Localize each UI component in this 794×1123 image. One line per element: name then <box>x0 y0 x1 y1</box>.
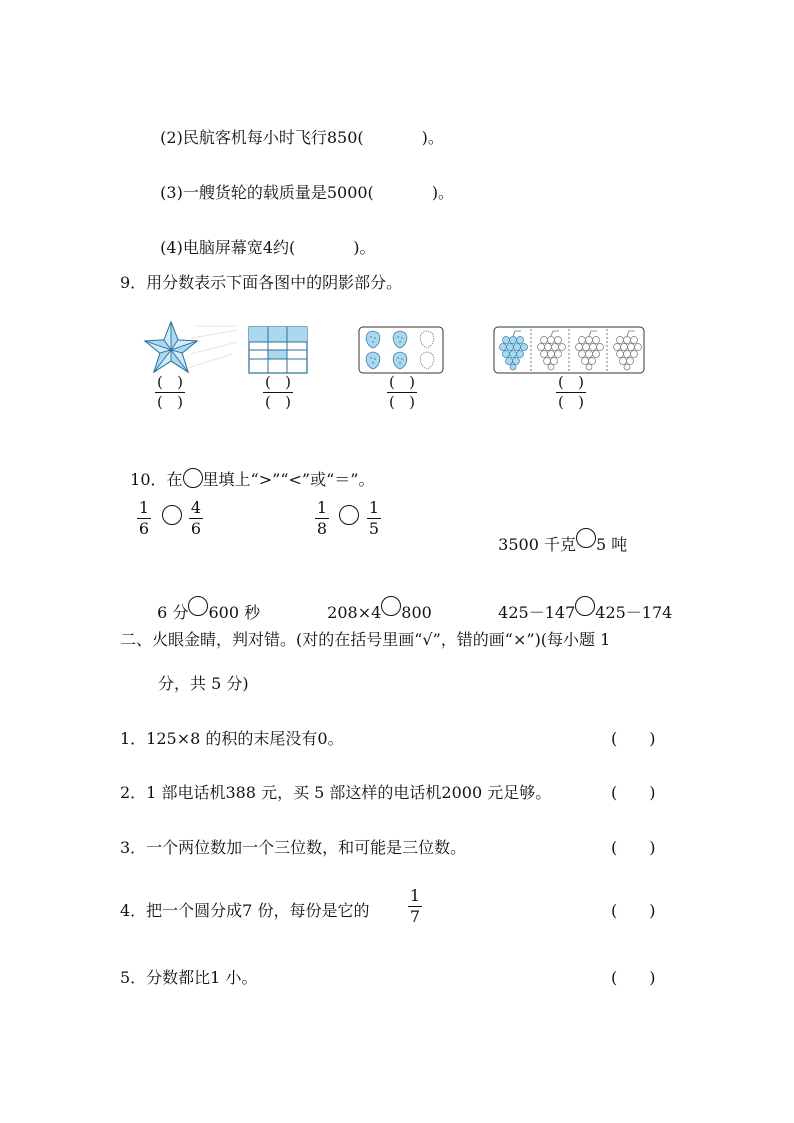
q8-item-4-close: )。 <box>353 238 376 257</box>
section2-heading-line2: 分，共 5 分) <box>158 674 249 693</box>
q8-item-2 <box>150 108 444 148</box>
q10-r1-c-compare-circle[interactable] <box>576 528 596 548</box>
grid-figure <box>248 326 308 374</box>
q10-r2-c-compare-circle[interactable] <box>575 596 595 616</box>
grapes-answer-top[interactable]: ( ) <box>557 373 585 391</box>
star-icon <box>140 320 240 380</box>
q10-r1-c-left: 3500 千克 <box>498 535 576 554</box>
tf-item-3-paren[interactable]: ( ) <box>611 838 656 857</box>
tf-item-2-paren[interactable]: ( ) <box>611 783 656 802</box>
star-answer-top[interactable]: ( ) <box>156 373 184 391</box>
q10-r1-b-compare-circle[interactable] <box>339 505 359 525</box>
section2-heading-line1: 二、火眼金睛，判对错。(对的在括号里画“√”，错的画“×”)(每小题 1 <box>120 630 611 649</box>
grid-answer-bottom[interactable]: ( ) <box>264 393 292 411</box>
q10-r2-a-compare-circle[interactable] <box>188 596 208 616</box>
star-answer-bottom[interactable]: ( ) <box>156 393 184 411</box>
q10-r2-b-left: 208×4 <box>327 603 382 622</box>
strawberry-icon <box>358 326 444 374</box>
q10-r1-c <box>488 508 627 555</box>
strawberry-figure <box>358 326 444 374</box>
strawberry-answer-top[interactable]: ( ) <box>388 373 416 391</box>
q10-r2-b-compare-circle[interactable] <box>381 596 401 616</box>
grapes-answer-bottom[interactable]: ( ) <box>557 393 585 411</box>
grapes-figure <box>493 326 645 374</box>
tf-item-4: 4．把一个圆分成7 份，每份是它的 <box>120 901 370 920</box>
q8-item-2-close: )。 <box>421 128 444 147</box>
tf-item-5: 5．分数都比1 小。 <box>120 968 258 987</box>
tf-item-4-paren[interactable]: ( ) <box>611 901 656 920</box>
q8-item-4-text: (4)电脑屏幕宽4约( <box>160 238 296 257</box>
q8-item-3-text: (3)一艘货轮的载质量是5000( <box>160 183 374 202</box>
q10-r2-c-right: 425－174 <box>595 603 673 622</box>
tf-item-2: 2．1 部电话机388 元，买 5 部这样的电话机2000 元足够。 <box>120 783 552 802</box>
q10-r2-c <box>488 576 672 623</box>
q10-r2-c-left: 425－147 <box>498 603 576 622</box>
q10-title <box>120 448 374 490</box>
strawberry-answer-bottom[interactable]: ( ) <box>388 393 416 411</box>
q9-title: 9．用分数表示下面各图中的阴影部分。 <box>120 273 403 292</box>
star-figure <box>140 320 240 380</box>
tf-item-3: 3．一个两位数加一个三位数，和可能是三位数。 <box>120 838 467 857</box>
q10-r2-a-right: 600 秒 <box>208 603 261 622</box>
q10-r2-b-right: 800 <box>401 603 432 622</box>
grid-answer-top[interactable]: ( ) <box>264 373 292 391</box>
q10-r1-c-right: 5 吨 <box>595 535 628 554</box>
tf-item-1-paren[interactable]: ( ) <box>611 729 656 748</box>
q10-r2-b <box>317 576 432 623</box>
q10-r1-a-right-fraction: 4 6 <box>190 498 202 538</box>
q8-item-2-text: (2)民航客机每小时飞行850( <box>160 128 364 147</box>
grid-icon <box>248 326 308 374</box>
tf-item-4-fraction: 1 7 <box>409 886 421 926</box>
q10-r1-b-left-fraction: 1 8 <box>316 498 328 538</box>
q8-item-3-close: )。 <box>431 183 455 202</box>
q10-r1-a-left-fraction: 1 6 <box>138 498 150 538</box>
q10-r1-b-right-fraction: 1 5 <box>368 498 380 538</box>
q8-item-3 <box>150 163 454 203</box>
q10-r2-a-left: 6 分 <box>157 603 189 622</box>
q10-title-b: 里填上“>”“<”或“＝”。 <box>202 470 375 489</box>
q10-title-circle-icon <box>183 468 203 488</box>
q8-item-4 <box>150 218 376 258</box>
q10-r1-a-compare-circle[interactable] <box>162 505 182 525</box>
tf-item-1: 1．125×8 的积的末尾没有0。 <box>120 729 344 748</box>
tf-item-5-paren[interactable]: ( ) <box>611 968 656 987</box>
q10-title-a: 10．在 <box>130 470 183 489</box>
grapes-icon <box>493 326 645 374</box>
q10-r2-a <box>147 576 260 623</box>
